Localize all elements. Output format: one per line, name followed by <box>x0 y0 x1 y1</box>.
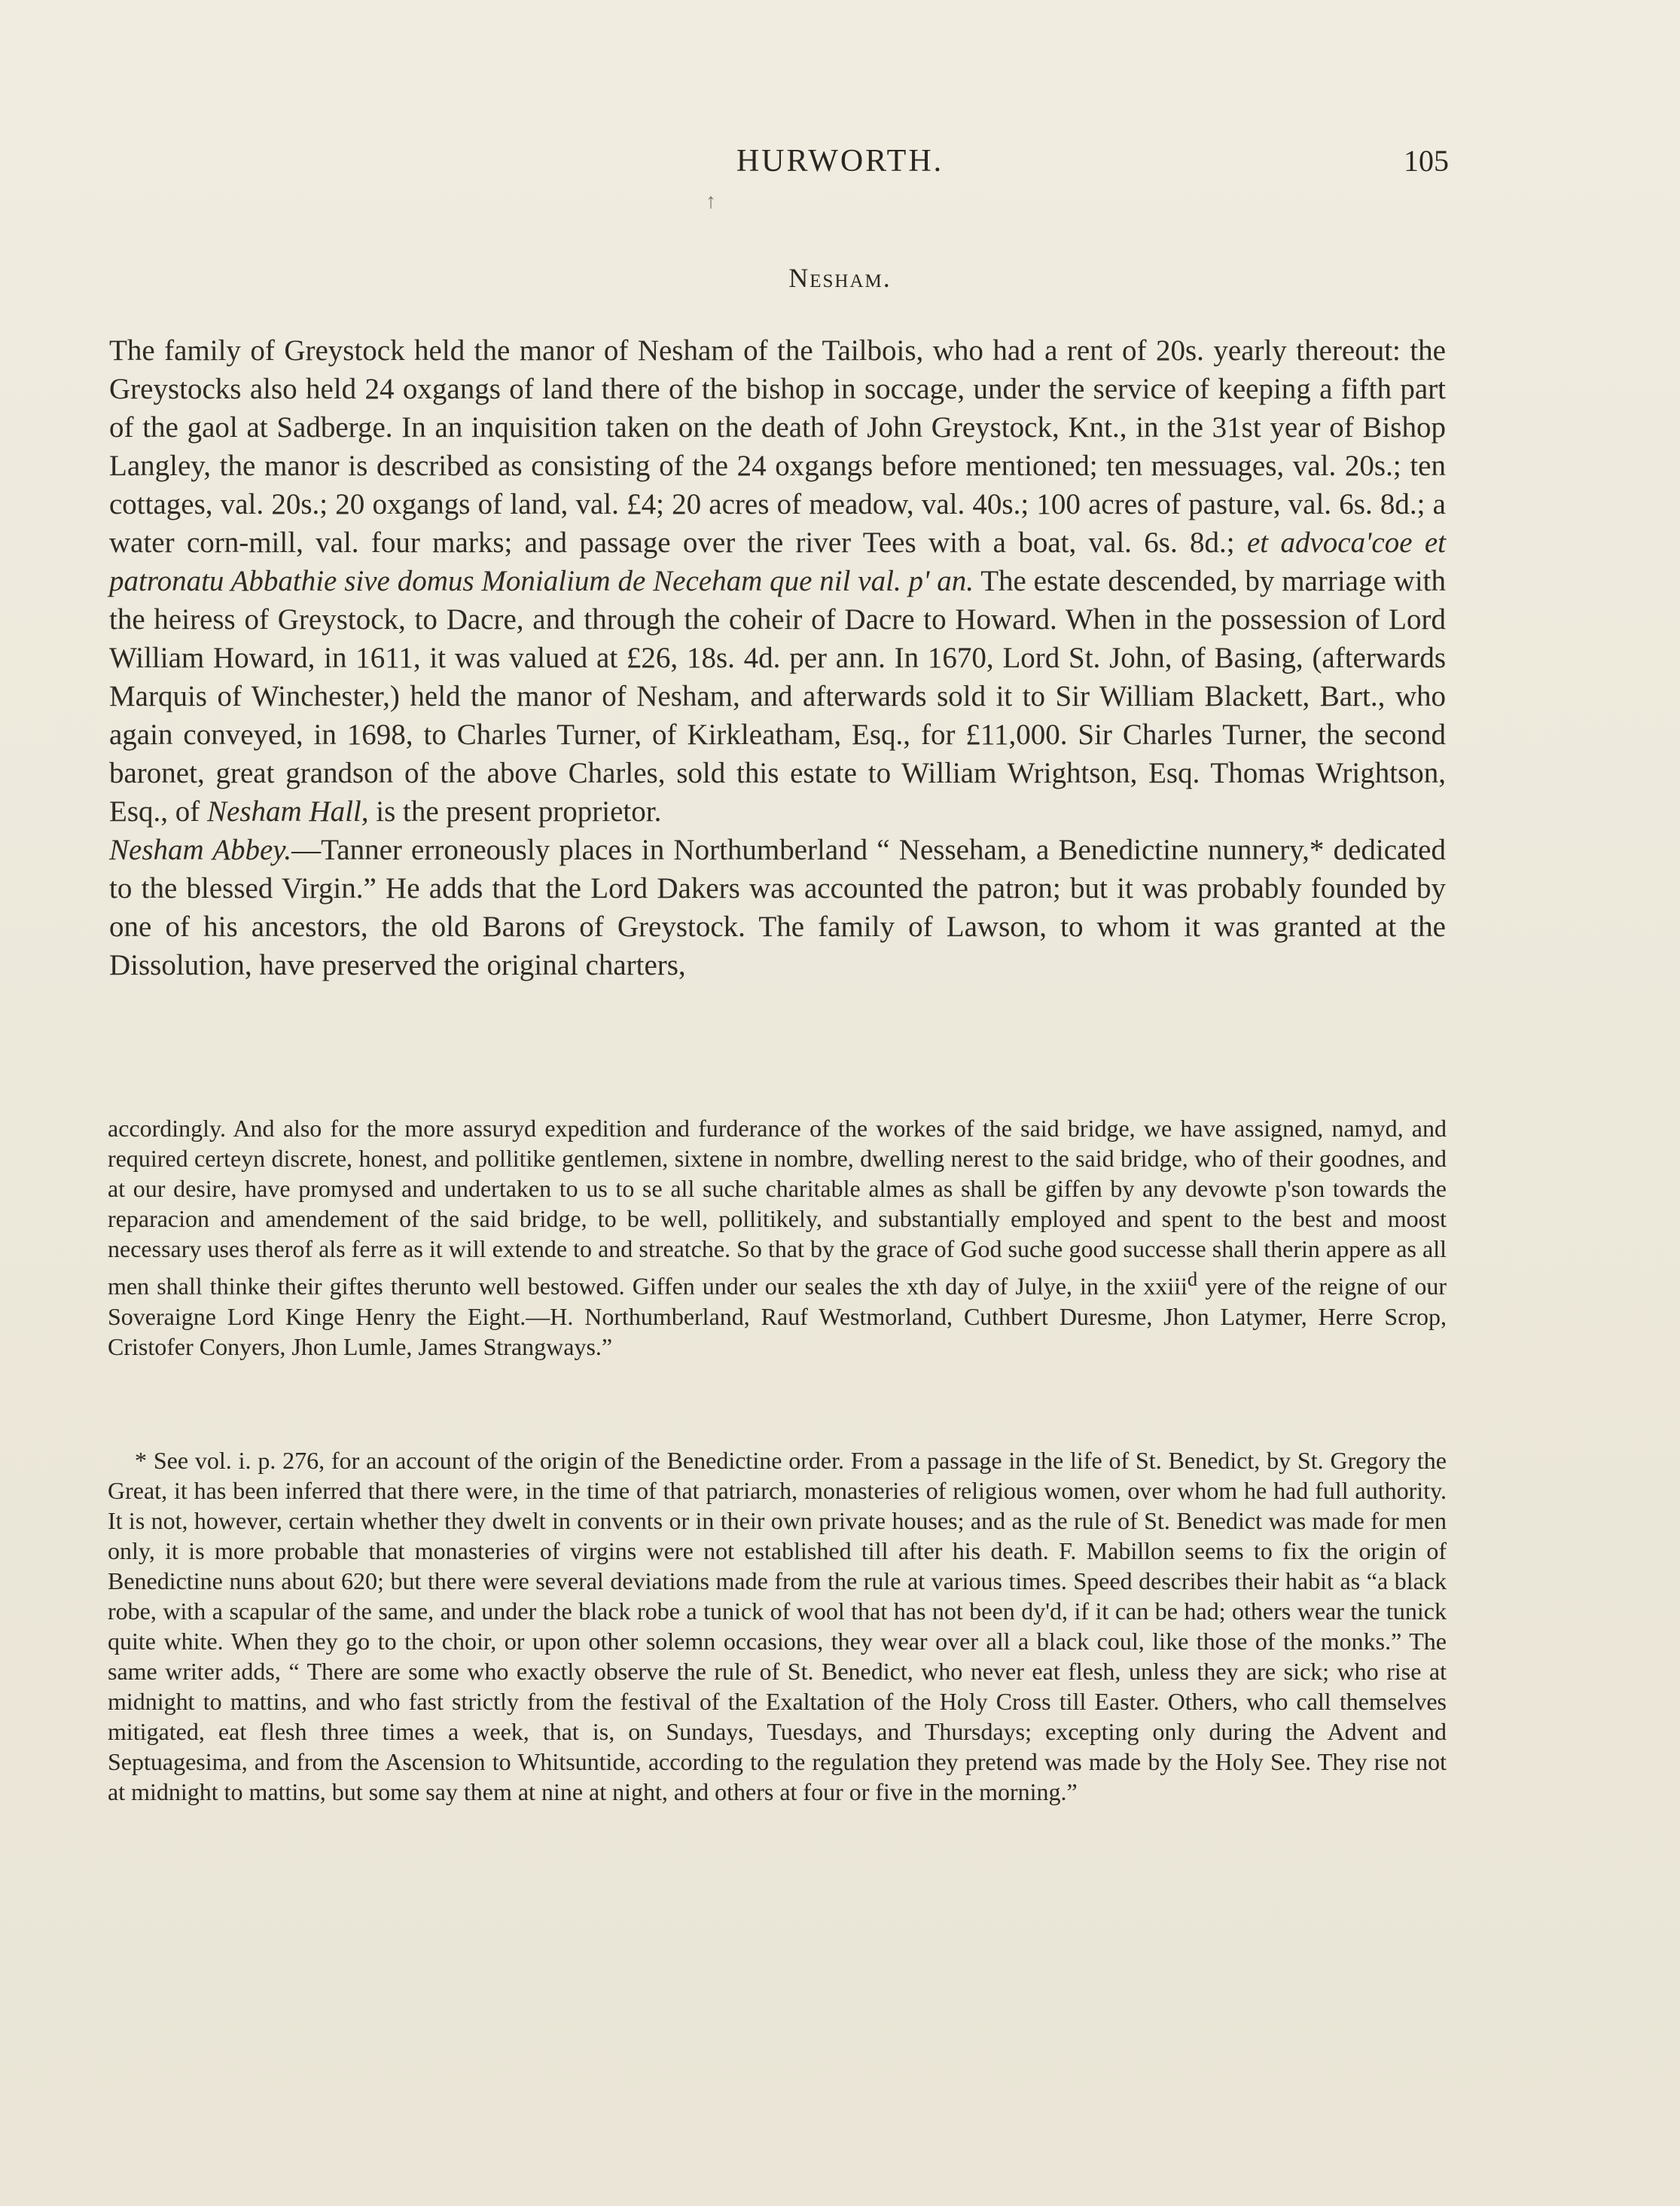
main-paragraph-1 <box>109 331 1446 831</box>
footnote-text: * See vol. i. p. 276, for an account of the origin of the Benedictine order. From a passage in the life of St. Benedict, by St. Gregory the Great, it has been inferred that there were, in the time of that patriarch, monasteries of religious women, over whom he had full authority. It is not, however, certain whether they dwelt in convents or in their own private houses; and as the rule of St. Benedict was made for men only, it is more probable that monasteries of virgins were not established till after his death. F. Mabillon seems to fix the origin of Benedictine nuns about 620; but there were several deviations made from the rule at various times. Speed describes their habit as “a black robe, with a scapular of the same, and under the black robe a tunick of wool that has not been dy'd, if it can be had; others wear the tunick quite white. When they go to the choir, or upon other solemn occasions, they wear over all a black coul, like those of the monks.” The same writer adds, “ There are some who exactly observe the rule of St. Benedict, who never eat flesh, unless they are sick; who rise at midnight to mattins, and who fast strictly from the festival of the Exaltation of the Holy Cross till Easter. Others, who call themselves mitigated, eat flesh three times a week, that is, on Sundays, Tuesdays, and Thursdays; excepting only during the Advent and Septuagesima, and from the Ascension to Whitsuntide, according to the regulation they pretend was made by the Holy See. They rise not at midnight to mattins, but some say them at nine at night, and others at four or five in the morning.” <box>108 1447 1447 1805</box>
quote-text-before: accordingly. And also for the more assuryd expedition and furderance of the workes of the said bridge, we have assigned, namyd, and required certeyn discrete, honest, and pollitike gentlemen, sixtene in nombre, dwelling nerest to the said bridge, who of their goodnes, and at our desire, have promysed and undertaken to us to se all suche charitable almes as shall be giffen by any devowte p'son towards the reparacion and amendement of the said bridge, to be well, pollitikely, and substantially employed and spent to the best and moost necessary uses therof als ferre as it will extende to and streatche. So that by the grace of God suche good successe shall therin appere as all men shall thinke their giftes therunto well bestowed. Giffen under our seales the xth day of Julye, in the xxiii <box>108 1115 1447 1300</box>
main-paragraph-2 <box>109 831 1446 984</box>
main-paragraph-1-tail: is the present proprietor. <box>376 795 662 828</box>
quote-text-after: yere of the reigne of our Soveraigne Lord Kinge Henry the Eight.—H. Northumberland, Rauf Westmorland, Cuthbert Duresme, Jhon Latymer, Herre Scrop, Cristofer Conyers, Jhon Lumle, James Strangways.” <box>108 1272 1447 1360</box>
nesham-hall: Nesham Hall, <box>207 795 369 828</box>
nesham-abbey-heading: Nesham Abbey. <box>109 834 292 866</box>
quote-superscript: d <box>1187 1268 1198 1290</box>
running-head <box>0 143 1680 188</box>
main-paragraph-1-continuation: The estate descended, by marriage with the heiress of Greystock, to Dacre, and through the coheir of Dacre to Howard. When in the possession of Lord William Howard, in 1611, it was valued at £26, 18s. 4d. per ann. In 1670, Lord St. John, of Basing, (afterwards Marquis of Winchester,) held the manor of Nesham, and afterwards sold it to Sir William Blackett, Bart., who again conveyed, in 1698, to Charles Turner, of Kirkleatham, Esq., for £11,000. Sir Charles Turner, the second baronet, great grandson of the above Charles, sold this estate to William Wrightson, Esq. Thomas Wrightson, Esq., of <box>109 565 1446 828</box>
section-title: Nesham. <box>788 263 892 293</box>
printer-mark: ↑ <box>706 190 716 213</box>
quoted-charter-text <box>108 1113 1447 1362</box>
footnote <box>108 1445 1447 1807</box>
latin-phrase: et advoca'coe et patronatu Abbathie sive domus Monialium de Neceham que nil val. p' an. <box>109 526 1447 597</box>
main-text <box>109 331 1446 984</box>
main-paragraph-2-text: —Tanner erroneously places in Northumberland “ Nesseham, a Benedictine nunnery,* dedicated to the blessed Virgin.” He adds that the Lord Dakers was accounted the patron; but it was probably founded by one of his ancestors, the old Barons of Greystock. The family of Lawson, to whom it was granted at the Dissolution, have preserved the original charters, <box>109 834 1446 981</box>
running-head-title: HURWORTH. <box>736 144 944 178</box>
page-number: 105 <box>1404 144 1449 178</box>
quoted-charter <box>108 1113 1447 1362</box>
main-paragraph-1-text: The family of Greystock held the manor of Nesham of the Tailbois, who had a rent of 20s. yearly thereout: the Greystocks also held 24 oxgangs of land there of the bishop in soccage, under the service of keeping a fifth part of the gaol at Sadberge. In an inquisition taken on the death of John Greystock, Knt., in the 31st year of Bishop Langley, the manor is described as consisting of the 24 oxgangs before mentioned; ten messuages, val. 20s.; ten cottages, val. 20s.; 20 oxgangs of land, val. £4; 20 acres of meadow, val. 40s.; 100 acres of pasture, val. 6s. 8d.; a water corn-mill, val. four marks; and passage over the river Tees with a boat, val. 6s. 8d.; <box>109 334 1446 559</box>
